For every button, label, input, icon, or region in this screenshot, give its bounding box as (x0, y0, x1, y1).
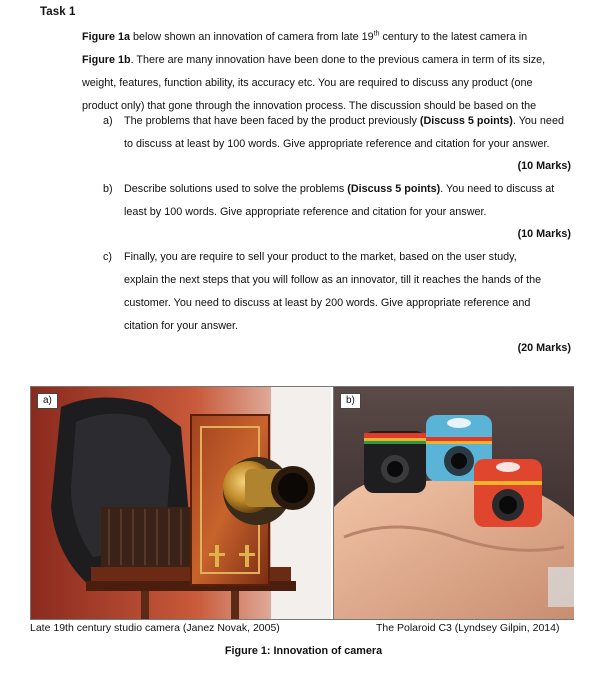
intro-text: century to the latest camera in (379, 31, 528, 43)
polaroid-cube-image (334, 387, 574, 619)
intro-line-1 (82, 26, 576, 49)
question-text-part: least by 100 words. Give appropriate reference and citation for your answer. (124, 206, 487, 218)
question-text-part: explain the next steps that you will follow as an innovator, till it reaches the hands of the (124, 274, 542, 286)
intro-text: . There are many innovation have been done to the previous camera in term of its size, (130, 54, 546, 66)
question-marker: a) (103, 115, 113, 127)
question-text-part: customer. You need to discuss at least by 200 words. Give appropriate reference and (124, 297, 531, 309)
question-marker: b) (103, 183, 113, 195)
question-b (0, 178, 607, 228)
question-a (0, 110, 607, 160)
intro-paragraph (82, 26, 576, 118)
question-text-part: Finally, you are require to sell your product to the market, based on the user study, (124, 251, 517, 263)
question-marker: c) (103, 251, 112, 263)
intro-line-4: product only) that gone through the innovation process. The discussion should be based on the (82, 100, 537, 112)
ordinal-suffix: th (373, 30, 380, 38)
question-text-part: citation for your answer. (124, 320, 239, 332)
marks-c: (20 Marks) (517, 342, 571, 354)
question-text-part: Describe solutions used to solve the problems (124, 183, 348, 195)
question-text (124, 246, 576, 338)
antique-camera-photo (31, 387, 331, 619)
marks-a: (10 Marks) (517, 160, 571, 172)
intro-line-2 (82, 49, 576, 72)
question-c (0, 246, 607, 340)
caption-a: Late 19th century studio camera (Janez Novak, 2005) (30, 622, 280, 634)
figure-frame (30, 386, 574, 620)
intro-text: below shown an innovation of camera from late 19 (130, 31, 374, 43)
question-text (124, 178, 576, 224)
question-text-part: to discuss at least by 100 words. Give appropriate reference and citation for your answer. (124, 138, 550, 150)
marks-b: (10 Marks) (517, 228, 571, 240)
black-cube-camera (364, 431, 426, 493)
figure-title: Figure 1: Innovation of camera (224, 645, 383, 657)
figure-1a-ref: Figure 1a (82, 31, 131, 43)
polaroid-cube-photo (333, 387, 574, 619)
panel-a-label: a) (37, 393, 58, 409)
question-text-part: The problems that have been faced by the product previously (124, 115, 420, 127)
emphasis: (Discuss 5 points) (419, 115, 513, 127)
panel-b-label: b) (340, 393, 361, 409)
intro-line-3: weight, features, function ability, its accuracy etc. You are required to discuss any product (one (82, 77, 533, 89)
question-text-part: . You need (512, 115, 564, 127)
task-title: Task 1 (40, 6, 76, 18)
red-cube-camera (474, 459, 542, 527)
emphasis: (Discuss 5 points) (347, 183, 441, 195)
caption-b: The Polaroid C3 (Lyndsey Gilpin, 2014) (376, 622, 560, 634)
question-text-part: . You need to discuss at (440, 183, 555, 195)
antique-camera-image (31, 387, 331, 619)
question-text (124, 110, 576, 156)
figure-1b-ref: Figure 1b (82, 54, 131, 66)
